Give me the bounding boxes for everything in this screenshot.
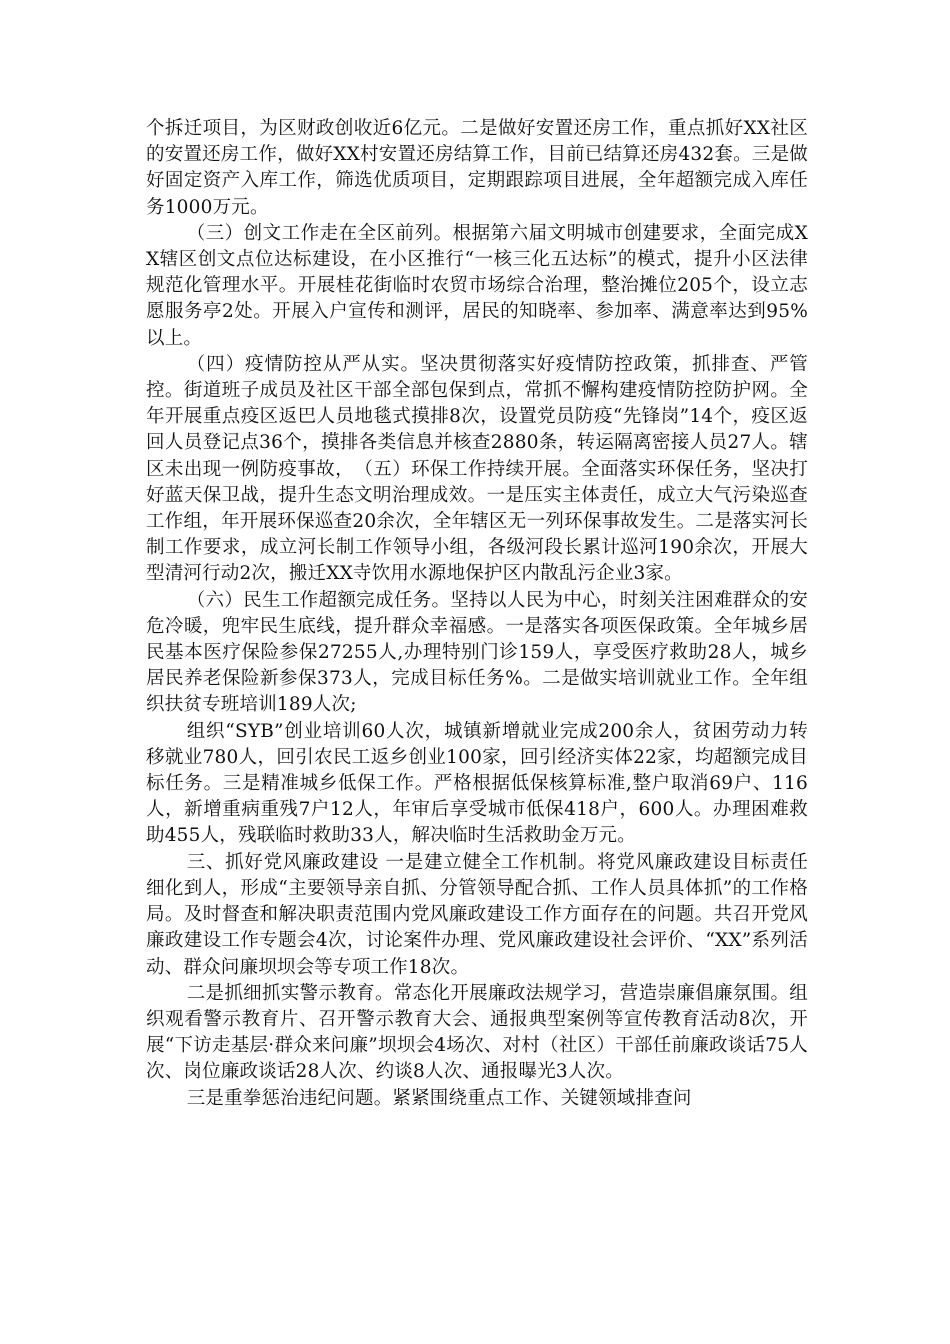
- paragraph-4: （六）民生工作超额完成任务。坚持以人民为中心，时刻关注困难群众的安危冷暖，兜牢民生底线，提升群众幸福感。一是落实各项医保政策。全年城乡居民基本医疗保险参保27255人,办理特别门诊159人，享受医疗救助28人，城乡居民养老保险新参保373人，完成目标任务%。二是做实培训就业工作。全年组织扶贫专班培训189人次;: [146, 589, 808, 716]
- paragraph-1: 个拆迁项目，为区财政创收近6亿元。二是做好安置还房工作，重点抓好XX社区的安置还房工作，做好XX村安置还房结算工作，目前已结算还房432套。三是做好固定资产入库工作，筛选优质项目，定期跟踪项目进展，全年超额完成入库任务1000万元。: [146, 118, 808, 218]
- paragraph-8: 三是重拳惩治违纪问题。紧紧围绕重点工作、关键领域排查问: [186, 1087, 692, 1109]
- paragraph-6: 三、抓好党风廉政建设 一是建立健全工作机制。将党风廉政建设目标责任细化到人，形成“主要领导亲自抓、分管领导配合抓、工作人员具体抓”的工作格局。及时督查和解决职责范围内党风廉政建设工作方面存在的问题。共召开党风廉政建设工作专题会4次，讨论案件办理、党风廉政建设社会评价、“XX”系列活动、群众问廉坝坝会等专项工作18次。: [146, 851, 808, 978]
- paragraph-7: 二是抓细抓实警示教育。常态化开展廉政法规学习，营造崇廉倡廉氛围。组织观看警示教育片、召开警示教育大会、通报典型案例等宣传教育活动8次，开展“下访走基层·群众来问廉”坝坝会4场次、对村（社区）干部任前廉政谈话75人次、岗位廉政谈话28人次、约谈8人次、通报曝光3人次。: [146, 982, 808, 1083]
- paragraph-3: （四）疫情防控从严从实。坚决贯彻落实好疫情防控政策，抓排查、严管控。街道班子成员及社区干部全部包保到点，常抓不懈构建疫情防控防护网。全年开展重点疫区返巴人员地毯式摸排8次，设置党员防疫“先锋岗”14个，疫区返回人员登记点36个，摸排各类信息并核查2880条，转运隔离密接人员27人。辖区未出现一例防疫事故， （五）环保工作持续开展。全面落实环保任务，坚决打好蓝天保卫战，提升生态文明治理成效。一是压实主体责任，成立大气污染巡查工作组，年开展环保巡查20余次，全年辖区无一列环保事故发生。二是落实河长制工作要求，成立河长制工作领导小组，各级河段长累计巡河190余次，开展大型清河行动2次，搬迁XX寺饮用水源地保护区内散乱污企业3家。: [146, 353, 808, 585]
- paragraph-5: 组织“SYB”创业培训60人次，城镇新增就业完成200余人，贫困劳动力转移就业780人，回引农民工返乡创业100家，回引经济实体22家，均超额完成目标任务。三是精准城乡低保工作。严格根据低保核算标准,整户取消69户、116人，新增重病重残7户12人，年审后享受城市低保418户，600人。办理困难救助455人，残联临时救助33人，解决临时生活救助金万元。: [146, 720, 808, 847]
- paragraph-2: （三）创文工作走在全区前列。根据第六届文明城市创建要求，全面完成XX辖区创文点位达标建设，在小区推行“一核三化五达标”的模式，提升小区法律规范化管理水平。开展桂花街临时农贸市场综合治理，整治摊位205个，设立志愿服务亭2处。开展入户宣传和测评，居民的知晓率、参加率、满意率达到95%以上。: [146, 222, 808, 349]
- document-body: [146, 116, 808, 1112]
